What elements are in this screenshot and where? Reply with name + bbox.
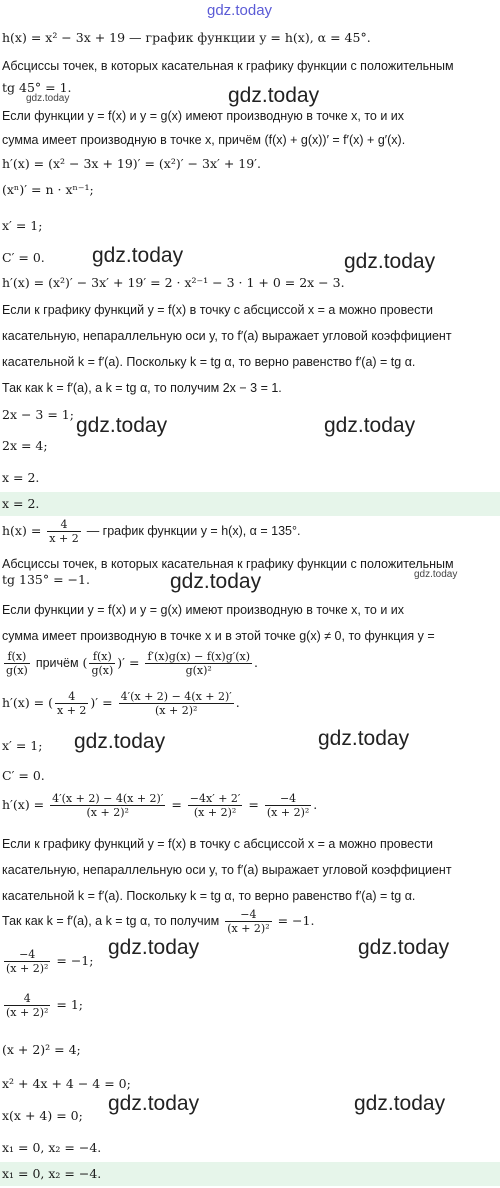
watermark: gdz.today [344, 250, 436, 273]
line-derivative-expand: h′(x) = (x² − 3x + 19)′ = (x²)′ − 3x′ + 19′. [2, 156, 261, 171]
answer-1: x = 2. [0, 492, 500, 516]
fraction-denominator: (x + 2)² [227, 922, 270, 935]
watermark: gdz.today [92, 244, 184, 267]
line-abscissa-text: Абсциссы точек, в которых касательная к графику функции с положительным [2, 59, 454, 73]
line-h2-derivative-result: h′(x) = $\frac{4'(x + 2) - 4(x + 2)'}{\text{(x + 2)²}}$ = $\frac{-4x' + 2'}{\text{(x + 2)²}}$ = $\frac{-4}{\text{(x + 2)²}}$ . [2, 792, 318, 819]
fraction-denominator: g(x) [6, 664, 28, 677]
fraction-numerator: 4 [4, 992, 50, 1006]
fraction [89, 650, 115, 677]
fraction [4, 992, 50, 1019]
fraction-denominator: (x + 2)² [266, 806, 310, 819]
line-power-rule: (xⁿ)′ = n · xⁿ⁻¹; [2, 182, 94, 197]
fraction [50, 792, 165, 819]
line-equation-setup-2 [0, 906, 498, 938]
watermark: gdz.today [170, 570, 262, 593]
line-x-prime-2: x′ = 1; [2, 738, 43, 753]
line-tangent-rule-2-2: касательную, непараллельную оси y, то f′(a) выражает угловой коэффициент [2, 863, 452, 877]
line-quotient-rule-3: $\frac{f(x)}{g(x)}$ причём ( $\frac{f(x)}{g(x)}$ )′ = $\frac{f'(x)g(x) - f(x)g'(x)}{\text{g(x)²}}$ . [6, 650, 258, 677]
fraction-denominator: g(x)² [185, 664, 212, 677]
text: = [248, 797, 259, 812]
line-equation-setup: Так как k = f′(a), а k = tg α, то получим 2x − 3 = 1. [2, 381, 282, 395]
text: = [171, 797, 182, 812]
h2-lhs: h(x) = [2, 523, 42, 538]
watermark: gdz.today [354, 1092, 446, 1115]
line-h2-derivative: h′(x) = ( $\frac{4}{x + 2}$ )′ = $\frac{4'(x + 2) - 4(x + 2)'}{\text{(x + 2)²}}$ . [2, 690, 240, 717]
line-quotient-rule-1: Если функции y = f(x) и y = g(x) имеют производную в точке x, то и их [2, 603, 405, 617]
fraction-denominator: x + 2 [57, 704, 87, 717]
line-tangent-rule-1: Если к графику функций y = f(x) в точку с абсциссой x = a можно провести [2, 303, 434, 317]
line-derivative-result: h′(x) = (x²)′ − 3x′ + 19′ = 2 · x²⁻¹ − 3 · 1 + 0 = 2x − 3. [2, 275, 345, 290]
fraction-denominator: (x + 2)² [193, 806, 237, 819]
h2-fraction [47, 518, 80, 545]
fraction-numerator: −4x′ + 2′ [189, 792, 241, 805]
fraction-numerator: −4 [4, 948, 50, 962]
fraction [4, 650, 30, 677]
fraction-numerator: −4 [265, 792, 311, 806]
line-step-2-2 [0, 990, 498, 1022]
line-sum-rule-2: сумма имеет производную в точке x, причём (f(x) + g(x))′ = f′(x) + g′(x). [2, 133, 406, 147]
line-step-2: 2x = 4; [2, 438, 48, 453]
fraction-numerator: 4′(x + 2) − 4(x + 2)′ [52, 792, 164, 805]
line-h-definition: h(x) = x² − 3x + 19 — график функции y = h(x), α = 45°. [2, 30, 371, 45]
line-abscissa-text-2: Абсциссы точек, в которых касательная к графику функции с положительным [2, 557, 454, 571]
watermark-small: gdz.today [414, 569, 458, 580]
fraction [55, 690, 88, 717]
fraction-denominator: x + 2 [49, 532, 79, 545]
fraction-denominator: (x + 2)² [6, 1006, 49, 1019]
text: = −1. [277, 913, 315, 928]
line-step-3: x = 2. [2, 470, 40, 485]
fraction-numerator: f′(x)g(x) − f(x)g′(x) [147, 650, 251, 663]
fraction-numerator: 4 [55, 690, 88, 704]
line-tangent-rule-2-1: Если к графику функций y = f(x) в точку с абсциссой x = a можно провести [2, 837, 434, 851]
text: = 1; [56, 997, 84, 1012]
fraction-numerator: −4 [225, 908, 271, 922]
text: Так как k = f′(a), а k = tg α, то получим [2, 914, 220, 928]
watermark-top: gdz.today [207, 2, 273, 19]
line-step-2-3: (x + 2)² = 4; [2, 1042, 81, 1057]
fraction-denominator: (x + 2)² [154, 704, 198, 717]
h2-rhs: — график функции y = h(x), α = 135°. [86, 524, 301, 538]
text: = [128, 655, 140, 670]
watermark: gdz.today [108, 936, 200, 959]
line-h2-definition [0, 516, 498, 548]
text: причём [35, 656, 79, 670]
watermark: gdz.today [74, 730, 166, 753]
line-tangent-rule-2: касательную, непараллельную оси y, то f′(a) выражает угловой коэффициент [2, 329, 452, 343]
watermark: gdz.today [76, 414, 168, 437]
fraction-numerator: 4′(x + 2) − 4(x + 2)′ [120, 690, 232, 703]
line-step-2-6: x₁ = 0, x₂ = −4. [2, 1140, 102, 1155]
text: h′(x) = [2, 695, 45, 710]
watermark: gdz.today [228, 84, 320, 107]
line-tg135: tg 135° = −1. [2, 572, 90, 587]
line-step-2-4: x² + 4x + 4 − 4 = 0; [2, 1076, 131, 1091]
line-tg45: tg 45° = 1. [2, 80, 72, 95]
watermark: gdz.today [108, 1092, 200, 1115]
line-quotient-rule-2: сумма имеет производную в точке x и в этой точке g(x) ≠ 0, то функция y = [2, 629, 435, 643]
fraction-denominator: g(x) [91, 664, 114, 677]
line-step-2-5: x(x + 4) = 0; [2, 1108, 83, 1123]
line-step-1: 2x − 3 = 1; [2, 407, 74, 422]
line-sum-rule-1: Если функции y = f(x) и y = g(x) имеют производную в точке x, то и их [2, 109, 405, 123]
fraction-denominator: (x + 2)² [6, 962, 49, 975]
line-tangent-rule-3: касательной k = f′(a). Поскольку k = tg α, то верно равенство f′(a) = tg α. [2, 355, 416, 369]
text: = −1; [56, 953, 94, 968]
text: = [102, 695, 113, 710]
fraction [119, 690, 234, 717]
fraction [265, 792, 311, 819]
watermark-small: gdz.today [26, 93, 70, 104]
fraction [188, 792, 243, 819]
line-c-prime-2: C′ = 0. [2, 768, 45, 783]
line-tangent-rule-2-3: касательной k = f′(a). Поскольку k = tg α, то верно равенство f′(a) = tg α. [2, 889, 416, 903]
fraction [4, 948, 50, 975]
fraction-denominator: (x + 2)² [86, 806, 129, 819]
line-c-prime: C′ = 0. [2, 250, 45, 265]
text: h′(x) = [2, 797, 45, 812]
fraction-numerator: f(x) [89, 650, 115, 664]
watermark: gdz.today [324, 414, 416, 437]
watermark: gdz.today [318, 727, 410, 750]
answer-2: x₁ = 0, x₂ = −4. [0, 1162, 500, 1186]
fraction-numerator: f(x) [4, 650, 30, 664]
watermark: gdz.today [358, 936, 450, 959]
line-x-prime: x′ = 1; [2, 218, 43, 233]
fraction-numerator: 4 [47, 518, 80, 532]
fraction [225, 908, 271, 935]
fraction [145, 650, 252, 677]
